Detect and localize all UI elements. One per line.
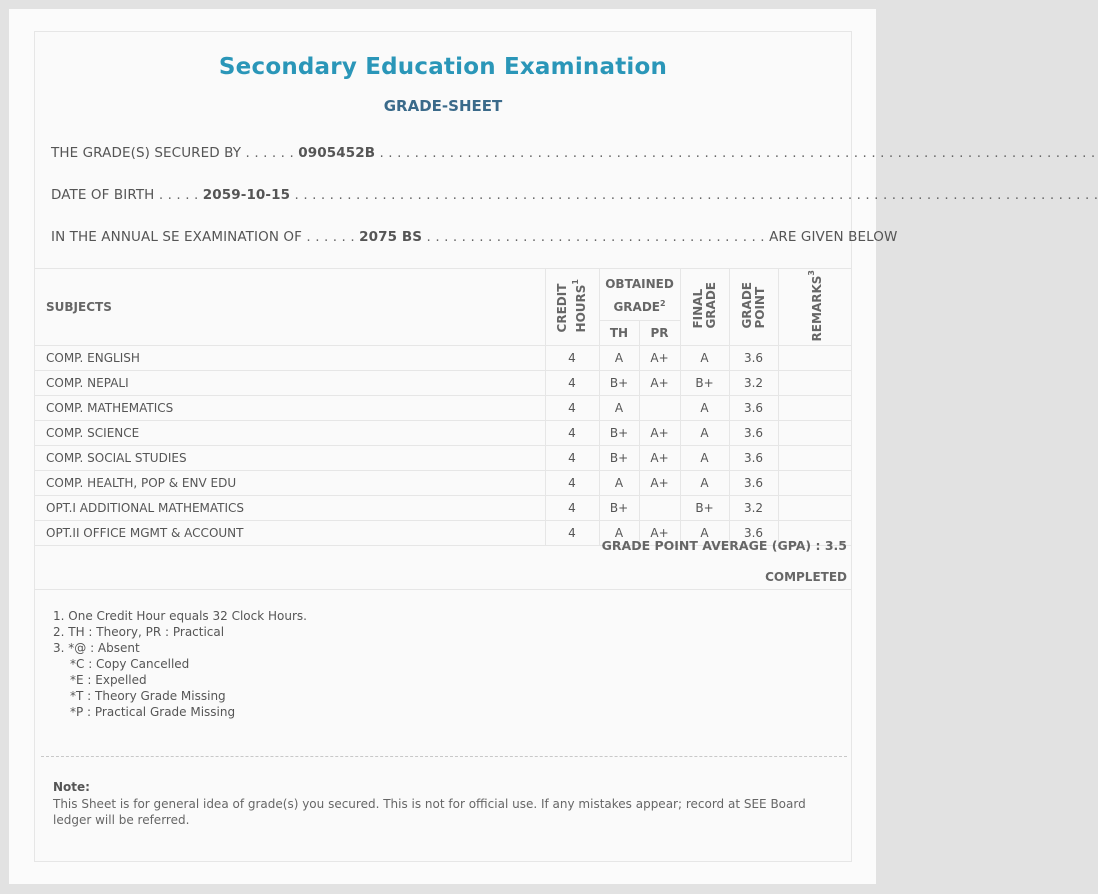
table-row (35, 346, 851, 371)
credit-cell: 4 (545, 421, 599, 446)
gpa-summary (602, 538, 847, 553)
divider (35, 589, 851, 590)
theory-grade-cell: B+ (599, 496, 639, 521)
exam-suffix: ARE GIVEN BELOW (769, 229, 898, 245)
subjects-header: SUBJECTS (35, 269, 545, 346)
footnotes (53, 608, 307, 720)
table-row (35, 371, 851, 396)
grade-point-header: GRADE POINT (729, 269, 778, 346)
table-row (35, 446, 851, 471)
subject-name: COMP. MATHEMATICS (35, 396, 545, 421)
practical-header: PR (639, 320, 680, 346)
remarks-cell (778, 421, 851, 446)
final-grade-header: FINAL GRADE (680, 269, 729, 346)
remarks-header: REMARKS$^3$ (778, 269, 851, 346)
footnote-item: 1. One Credit Hour equals 32 Clock Hours. (53, 609, 307, 623)
final-grade-cell: A (680, 421, 729, 446)
grade-point-cell: 3.6 (729, 471, 778, 496)
practical-grade-cell (639, 396, 680, 421)
credit-hours-header: CREDIT HOURS$^1$ (545, 269, 599, 346)
dob-value: 2059-10-15 (202, 187, 291, 203)
practical-grade-cell: A+ (639, 346, 680, 371)
grade-point-cell: 3.6 (729, 521, 778, 546)
status-text: COMPLETED (765, 570, 847, 584)
remarks-cell (778, 396, 851, 421)
footnote-item: 2. TH : Theory, PR : Practical (53, 625, 225, 639)
subject-name: COMP. SCIENCE (35, 421, 545, 446)
practical-grade-cell: A+ (639, 421, 680, 446)
table-row (35, 471, 851, 496)
final-grade-cell: A (680, 471, 729, 496)
credit-cell: 4 (545, 346, 599, 371)
grade-point-cell: 3.2 (729, 371, 778, 396)
remarks-cell (778, 471, 851, 496)
practical-grade-cell: A+ (639, 521, 680, 546)
final-grade-cell: B+ (680, 496, 729, 521)
remarks-cell (778, 446, 851, 471)
obtained-grade-header: OBTAINED GRADE$^2$ (599, 269, 680, 321)
final-grade-cell: A (680, 396, 729, 421)
theory-grade-cell: A (599, 521, 639, 546)
dob-label: DATE OF BIRTH (51, 187, 155, 203)
dob-line: DATE OF BIRTH . . . . . 2059-10-15 . . . . . . . . . . . . . . . . . . . . . . . . . . . . . . . . . . . . . . . . . . . . . . . . . . . . . . . . . . . . . . . . . . . . . . . . . . . . . . . . . . . . . . . . . . . . (51, 187, 1098, 203)
theory-grade-cell: A (599, 346, 639, 371)
final-grade-cell: A (680, 521, 729, 546)
final-grade-cell: A (680, 446, 729, 471)
final-grade-cell: B+ (680, 371, 729, 396)
table-row (35, 396, 851, 421)
credit-cell: 4 (545, 521, 599, 546)
note-heading: Note: (53, 780, 90, 794)
secured-by-label: THE GRADE(S) SECURED BY (51, 145, 242, 161)
grade-point-cell: 3.6 (729, 421, 778, 446)
practical-grade-cell: A+ (639, 471, 680, 496)
grade-point-cell: 3.2 (729, 496, 778, 521)
theory-grade-cell: A (599, 471, 639, 496)
grade-sheet (34, 31, 1098, 862)
remarks-cell (778, 346, 851, 371)
footnote-item: 3. *@ : Absent (53, 641, 140, 655)
theory-header: TH (599, 320, 639, 346)
subject-name: COMP. SOCIAL STUDIES (35, 446, 545, 471)
page-subtitle: GRADE-SHEET (383, 97, 503, 115)
subject-name: COMP. HEALTH, POP & ENV EDU (35, 471, 545, 496)
exam-year: 2075 BS (359, 229, 423, 245)
theory-grade-cell: B+ (599, 421, 639, 446)
subject-name: COMP. ENGLISH (35, 346, 545, 371)
subject-name: OPT.II OFFICE MGMT & ACCOUNT (35, 521, 545, 546)
grade-point-cell: 3.6 (729, 446, 778, 471)
subject-name: OPT.I ADDITIONAL MATHEMATICS (35, 496, 545, 521)
practical-grade-cell: A+ (639, 446, 680, 471)
footnote-item: *T : Theory Grade Missing (70, 689, 226, 703)
theory-grade-cell: A (599, 396, 639, 421)
footnote-item: *C : Copy Cancelled (70, 657, 190, 671)
page-title: Secondary Education Examination (218, 54, 668, 80)
exam-line: IN THE ANNUAL SE EXAMINATION OF . . . . . . 2075 BS . . . . . . . . . . . . . . . . . . . . . . . . . . . . . . . . . . . . . . . ARE GIVEN BELOW (51, 229, 898, 245)
table-row (35, 496, 851, 521)
credit-cell: 4 (545, 371, 599, 396)
symbol-number: 0905452B (298, 145, 376, 161)
remarks-cell (778, 371, 851, 396)
footnote-item: *P : Practical Grade Missing (70, 705, 236, 719)
footnote-item: *E : Expelled (70, 673, 147, 687)
gpa-value: 3.5 (824, 538, 847, 553)
practical-grade-cell: A+ (639, 371, 680, 396)
final-grade-cell: A (680, 346, 729, 371)
grades-table (35, 268, 851, 546)
exam-label: IN THE ANNUAL SE EXAMINATION OF (51, 229, 303, 245)
theory-grade-cell: B+ (599, 446, 639, 471)
theory-grade-cell: B+ (599, 371, 639, 396)
gpa-label: GRADE POINT AVERAGE (GPA) : (601, 538, 821, 553)
table-row (35, 421, 851, 446)
note-text: This Sheet is for general idea of grade(s) you secured. This is not for official use. If any mistakes appear; record at SEE Board ledger will be referred. (53, 797, 806, 827)
secured-by-line: THE GRADE(S) SECURED BY . . . . . . 0905452B . . . . . . . . . . . . . . . . . . . . . . . . . . . . . . . . . . . . . . . . . . . . . . . . . . . . . . . . . . . . . . . . . . . . . . . . . . . . . . . . . . (51, 145, 1096, 161)
dashed-divider (41, 756, 847, 757)
grade-point-cell: 3.6 (729, 346, 778, 371)
credit-cell: 4 (545, 396, 599, 421)
remarks-cell (778, 496, 851, 521)
credit-cell: 4 (545, 471, 599, 496)
credit-cell: 4 (545, 446, 599, 471)
page-frame (9, 9, 1098, 884)
practical-grade-cell (639, 496, 680, 521)
subject-name: COMP. NEPALI (35, 371, 545, 396)
grade-point-cell: 3.6 (729, 396, 778, 421)
credit-cell: 4 (545, 496, 599, 521)
